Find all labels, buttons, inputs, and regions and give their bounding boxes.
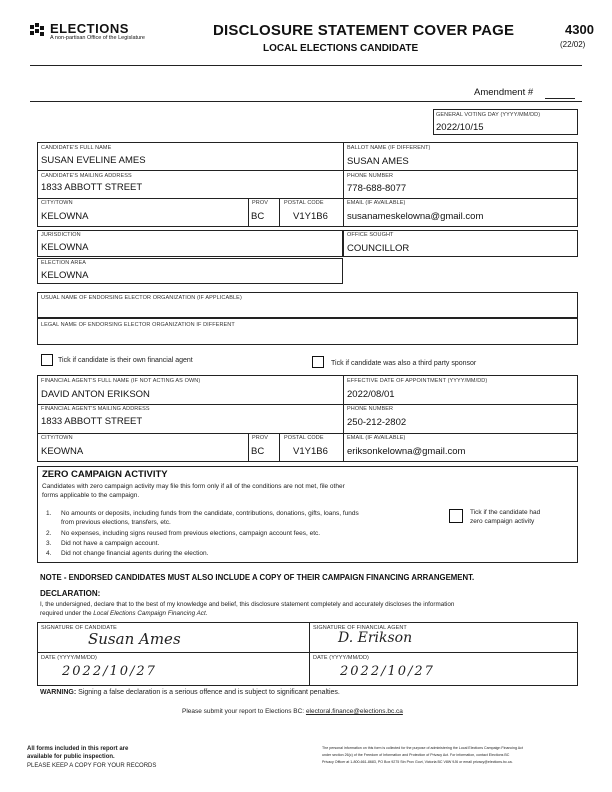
agent-center-divider <box>343 375 344 462</box>
candidate-postal-divider <box>279 198 280 227</box>
amendment-label: Amendment # <box>474 87 534 98</box>
footer-right-3: Privacy Officer at 1-800-661-8683, PO Box 9275 Stn Prov Govt, Victoria BC V8W 9J6 or email privacy@elections.bc.ca. <box>322 760 513 764</box>
zero-item-text: No expenses, including signs reused from previous elections, campaign account fees, etc. <box>61 530 321 537</box>
logo-text: ELECTIONS <box>50 21 129 36</box>
zero-campaign-intro-2: forms applicable to the campaign. <box>42 492 140 499</box>
agent-phone-value[interactable]: 250-212-2802 <box>347 417 407 428</box>
candidate-mailing-label: CANDIDATE'S MAILING ADDRESS <box>41 173 132 179</box>
candidate-email-value[interactable]: susanameskelowna@gmail.com <box>347 211 484 222</box>
header-divider <box>30 65 582 66</box>
zero-item-number: 4. <box>46 550 52 557</box>
warning-body: Signing a false declaration is a serious offence and is subject to significant penalties. <box>78 689 340 696</box>
footer-left-3: PLEASE KEEP A COPY FOR YOUR RECORDS <box>27 763 157 769</box>
agent-prov-divider <box>248 433 249 462</box>
zero-item-number: 1. <box>46 510 52 517</box>
submit-email-link[interactable]: electoral.finance@elections.bc.ca <box>305 708 403 715</box>
logo-mark-icon <box>30 23 48 39</box>
own-agent-checkbox[interactable] <box>41 354 53 366</box>
zero-campaign-tick-label-1: Tick if the candidate had <box>470 509 541 516</box>
declaration-text-1: I, the undersigned, declare that to the best of my knowledge and belief, this disclosure statement completely and accurately discloses the information <box>40 601 455 608</box>
elections-logo <box>30 20 170 44</box>
page-title: DISCLOSURE STATEMENT COVER PAGE <box>213 22 515 39</box>
candidate-name-value[interactable]: SUSAN EVELINE AMES <box>41 155 146 166</box>
candidate-prov-value[interactable]: BC <box>251 211 265 222</box>
agent-prov-value[interactable]: BC <box>251 446 265 457</box>
declaration-text-2-post: . <box>205 610 208 617</box>
usual-endorsing-label: USUAL NAME OF ENDORSING ELECTOR ORGANIZATION (IF APPLICABLE) <box>41 295 242 301</box>
candidate-signature-label: SIGNATURE OF CANDIDATE <box>41 625 117 631</box>
agent-phone-label: PHONE NUMBER <box>347 406 394 412</box>
third-party-label: Tick if candidate was also a third party sponsor <box>331 360 477 367</box>
amendment-divider <box>30 101 582 102</box>
candidate-phone-value[interactable]: 778-688-8077 <box>347 183 407 194</box>
office-sought-value[interactable]: COUNCILLOR <box>347 243 410 254</box>
footer-right-2: under section 26(c) of the Freedom of Information and Protection of Privacy Act. For information, contact Elections BC <box>322 753 510 757</box>
agent-effective-value[interactable]: 2022/08/01 <box>347 389 395 400</box>
candidate-city-value[interactable]: KELOWNA <box>41 211 89 222</box>
submit-prefix: Please submit your report to Elections BC: <box>182 708 305 715</box>
agent-date[interactable]: 2022/10/27 <box>340 664 435 679</box>
candidate-postal-value[interactable]: V1Y1B6 <box>293 211 328 222</box>
agent-signature-label: SIGNATURE OF FINANCIAL AGENT <box>313 625 407 631</box>
candidate-date[interactable]: 2022/10/27 <box>62 664 157 679</box>
zero-item-text: from previous elections, transfers, etc. <box>61 519 171 526</box>
zero-item-number: 2. <box>46 530 52 537</box>
signature-row-divider <box>37 652 578 653</box>
footer-left-2: available for public inspection. <box>27 754 115 760</box>
agent-name-value[interactable]: DAVID ANTON ERIKSON <box>41 389 150 400</box>
agent-row-divider <box>37 404 578 405</box>
agent-postal-value[interactable]: V1Y1B6 <box>293 446 328 457</box>
agent-email-label: EMAIL (IF AVAILABLE) <box>347 435 406 441</box>
form-number: 4300 <box>565 22 594 37</box>
agent-prov-label: PROV <box>252 435 268 441</box>
candidate-name-label: CANDIDATE'S FULL NAME <box>41 145 112 151</box>
agent-signature[interactable]: D. Erikson <box>338 630 413 646</box>
agent-city-value[interactable]: KEOWNA <box>41 446 84 457</box>
ballot-name-label: BALLOT NAME (IF DIFFERENT) <box>347 145 431 151</box>
agent-effective-label: EFFECTIVE DATE OF APPOINTMENT (YYYY/MM/DD) <box>347 378 488 384</box>
candidate-row-divider <box>37 198 578 199</box>
candidate-postal-label: POSTAL CODE <box>284 200 324 206</box>
candidate-mailing-value[interactable]: 1833 ABBOTT STREET <box>41 182 143 193</box>
footer-right-1: The personal information on this form is collected for the purpose of administering the Local Elections Campaign Financing Act <box>322 746 523 750</box>
jurisdiction-value[interactable]: KELOWNA <box>41 242 89 253</box>
signature-center-divider <box>309 622 310 686</box>
declaration-text-2-pre: required under the <box>40 610 94 617</box>
zero-campaign-title: ZERO CAMPAIGN ACTIVITY <box>42 469 168 480</box>
election-area-label: ELECTION AREA <box>41 260 87 266</box>
agent-mailing-value[interactable]: 1833 ABBOTT STREET <box>41 416 143 427</box>
warning-label: WARNING: <box>40 689 77 696</box>
zero-campaign-tick-label-2: zero campaign activity <box>470 518 535 525</box>
warning-text <box>40 689 340 696</box>
zero-item-number: 3. <box>46 540 52 547</box>
logo-subtext: A non-partisan Office of the Legislature <box>50 35 145 41</box>
general-voting-day-label: GENERAL VOTING DAY (YYYY/MM/DD) <box>436 112 541 118</box>
declaration-act-name: Local Elections Campaign Financing Act <box>93 610 206 617</box>
legal-endorsing-label: LEGAL NAME OF ENDORSING ELECTOR ORGANIZATION IF DIFFERENT <box>41 322 235 328</box>
submit-line <box>182 708 403 715</box>
agent-row-divider <box>37 433 578 434</box>
own-agent-label: Tick if candidate is their own financial agent <box>58 357 193 364</box>
zero-item-text: Did not change financial agents during the election. <box>61 550 209 557</box>
agent-mailing-label: FINANCIAL AGENT'S MAILING ADDRESS <box>41 406 150 412</box>
candidate-prov-divider <box>248 198 249 227</box>
zero-campaign-intro-1: Candidates with zero campaign activity may file this form only if all of the conditions are not met, file other <box>42 483 345 490</box>
amendment-field[interactable] <box>545 87 575 99</box>
agent-postal-label: POSTAL CODE <box>284 435 324 441</box>
page-subtitle: LOCAL ELECTIONS CANDIDATE <box>263 43 419 54</box>
agent-city-label: CITY/TOWN <box>41 435 73 441</box>
zero-campaign-checkbox[interactable] <box>449 509 463 523</box>
jurisdiction-label: JURISDICTION <box>41 232 81 238</box>
declaration-title: DECLARATION: <box>40 589 101 598</box>
office-sought-label: OFFICE SOUGHT <box>347 232 394 238</box>
agent-date-label: DATE (YYYY/MM/DD) <box>313 655 369 661</box>
candidate-phone-label: PHONE NUMBER <box>347 173 394 179</box>
zero-item-text: No amounts or deposits, including funds from the candidate, contributions, donations, gifts, loans, funds <box>61 510 359 517</box>
agent-postal-divider <box>279 433 280 462</box>
election-area-value[interactable]: KELOWNA <box>41 270 89 281</box>
general-voting-day-value[interactable]: 2022/10/15 <box>436 122 484 133</box>
candidate-email-label: EMAIL (IF AVAILABLE) <box>347 200 406 206</box>
agent-email-value[interactable]: eriksonkelowna@gmail.com <box>347 446 466 457</box>
agent-name-label: FINANCIAL AGENT'S FULL NAME (IF NOT ACTING AS OWN) <box>41 378 201 384</box>
candidate-prov-label: PROV <box>252 200 268 206</box>
form-version: (22/02) <box>560 40 586 49</box>
candidate-date-label: DATE (YYYY/MM/DD) <box>41 655 97 661</box>
declaration-text-2 <box>40 610 207 617</box>
footer-left-1: All forms included in this report are <box>27 746 129 752</box>
candidate-center-divider <box>343 142 344 227</box>
candidate-signature[interactable]: Susan Ames <box>88 630 181 648</box>
candidate-row-divider <box>37 170 578 171</box>
zero-item-text: Did not have a campaign account. <box>61 540 160 547</box>
endorsed-note: NOTE - ENDORSED CANDIDATES MUST ALSO INCLUDE A COPY OF THEIR CAMPAIGN FINANCING ARRANGEMENT. <box>40 573 475 582</box>
candidate-city-label: CITY/TOWN <box>41 200 73 206</box>
ballot-name-value[interactable]: SUSAN AMES <box>347 156 409 167</box>
third-party-checkbox[interactable] <box>312 356 324 368</box>
